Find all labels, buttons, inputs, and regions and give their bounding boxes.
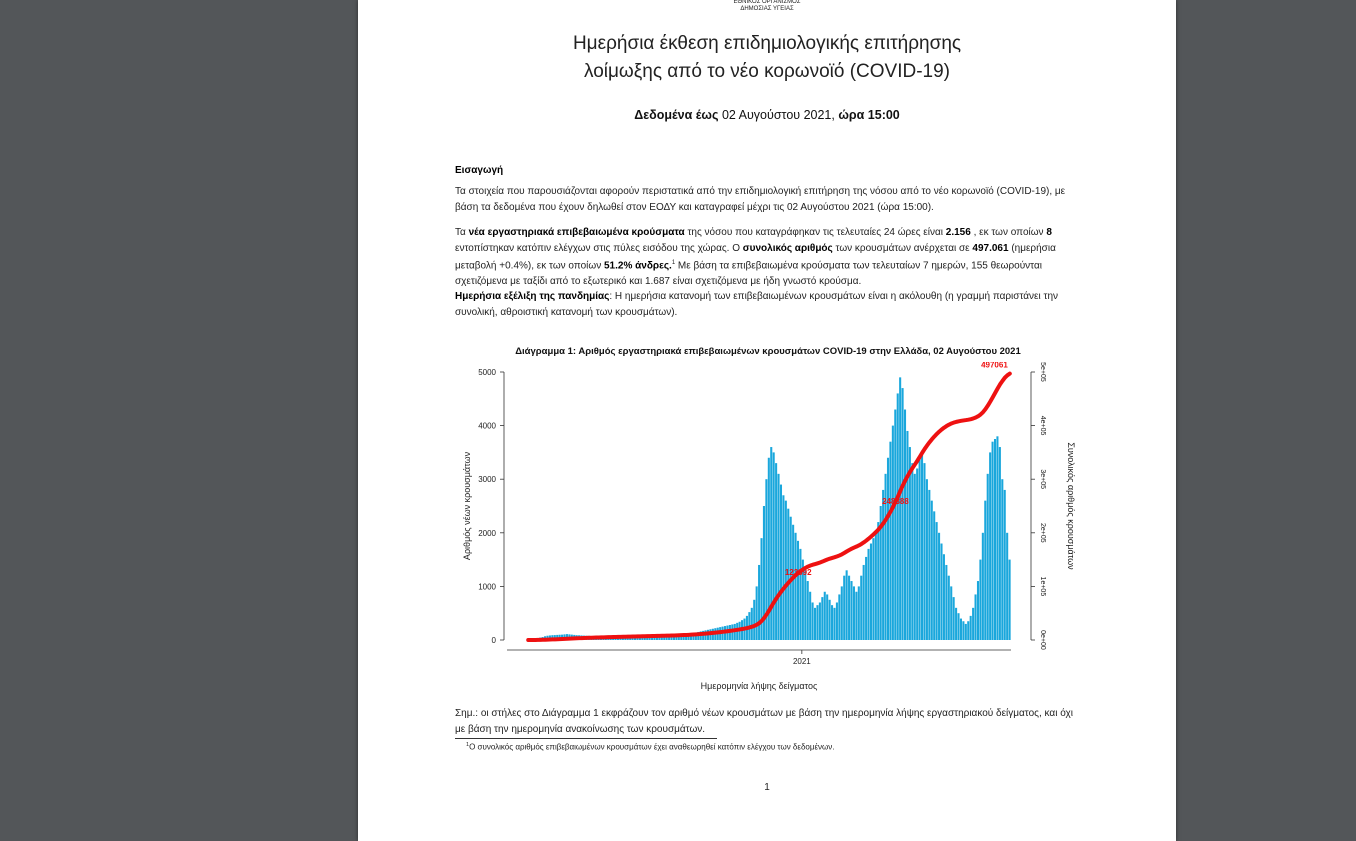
daily-bar (826, 594, 828, 640)
male-value: 51.2% άνδρες. (603, 260, 672, 272)
intro-paragraph: Τα στοιχεία που παρουσιάζονται αφορούν περιστατικά από την επιδημιολογική επιτήρηση της νόσου από το νέο κορωνοϊό (COVID-19), με βάση τα δεδομένα που έχουν δηλωθεί στον ΕΟΔΥ και καταγραφεί μέχρι τις 02 Αυγούστου 2021 (ώρα 15:00). (455, 186, 1066, 213)
daily-bar (865, 557, 867, 640)
daily-bar (972, 608, 974, 640)
daily-bar (962, 621, 964, 640)
cases-paragraph (455, 225, 1079, 320)
daily-bar (751, 608, 753, 640)
daily-bar (753, 600, 755, 640)
daily-bar (855, 592, 857, 640)
footnote-mark: 1 (466, 742, 470, 748)
daily-bar (860, 576, 862, 640)
chart-labels (785, 362, 1008, 577)
daily-bar (977, 581, 979, 640)
new-cases-label: νέα εργαστηριακά επιβεβαιωμένα κρούσματα (468, 227, 685, 238)
daily-bar (877, 522, 879, 640)
y-axis-label: Αριθμός νέων κρουσμάτων (462, 451, 472, 561)
cases-text-6: (ημερήσια μεταβολή +0.4%), εκ των οποίων (455, 242, 1056, 272)
daily-bar (955, 608, 957, 640)
daily-bar (984, 501, 986, 640)
daily-bar (819, 602, 821, 640)
y-tick-label: 2000 (478, 528, 496, 538)
y2-tick-label: 1e+05 (1039, 576, 1046, 597)
daily-bar (945, 565, 947, 640)
daily-bar (853, 586, 855, 640)
daily-bar (795, 533, 797, 640)
daily-bar (989, 452, 991, 640)
data-until (358, 108, 1176, 122)
daily-bar (999, 447, 1001, 640)
daily-bar (894, 410, 896, 640)
daily-bar (979, 560, 981, 640)
chart-bars (529, 377, 1010, 640)
daily-bar (897, 393, 899, 640)
daily-bar (994, 439, 996, 640)
daily-bar (943, 554, 945, 640)
daily-bar (892, 426, 894, 640)
daily-bar (953, 597, 955, 640)
daily-bar (863, 565, 865, 640)
data-until-time: ώρα 15:00 (838, 108, 900, 122)
daily-bar (948, 576, 950, 640)
daily-bar (778, 474, 780, 640)
daily-bar (824, 592, 826, 640)
daily-bar (780, 485, 782, 640)
cases-text-3: , εκ των οποίων (970, 227, 1047, 238)
daily-bar (1009, 560, 1011, 640)
cases-chart (458, 362, 1078, 697)
y2-tick-label: 3e+05 (1039, 469, 1046, 490)
daily-bar (812, 602, 814, 640)
cumulative-label: 497061 (981, 362, 1008, 370)
chart-note: Σημ.: οι στήλες στο Διάγραμμα 1 εκφράζουν τον αριθμό νέων κρουσμάτων με βάση την ημερομηνία λήψης εργαστηριακού δείγματος, και όχι με βάση την ημερομηνία ανακοίνωσης των κρουσμάτων. (455, 708, 1073, 735)
daily-bar (940, 544, 942, 640)
daily-bar (773, 452, 775, 640)
daily-bar (807, 581, 809, 640)
data-until-label: Δεδομένα έως (634, 108, 719, 122)
daily-bar (904, 410, 906, 640)
new-cases-value: 2.156 (945, 227, 971, 238)
y-tick-label: 1000 (478, 582, 496, 592)
daily-bar (797, 541, 799, 640)
daily-bar (950, 586, 952, 640)
daily-bar (996, 436, 998, 640)
org-name-line2: ΔΗΜΟΣΙΑΣ ΥΓΕΙΑΣ (740, 6, 794, 12)
daily-bar (872, 538, 874, 640)
daily-bar (914, 474, 916, 640)
org-name-line1: ΕΘΝΙΚΟΣ ΟΡΓΑΝΙΣΜΟΣ (733, 0, 801, 5)
y-tick-label: 0 (491, 636, 496, 645)
daily-bar (804, 570, 806, 640)
cumulative-label: 248388 (882, 496, 909, 506)
total-value: 497.061 (972, 242, 1009, 254)
x-axis-label: Ημερομηνία λήψης δείγματος (700, 681, 818, 691)
daily-bar (868, 549, 870, 640)
cases-text-4: εντοπίστηκαν κατόπιν ελέγχων στις πύλες εισόδου της χώρας. Ο (455, 242, 743, 254)
daily-bar (928, 490, 930, 640)
daily-bar (775, 463, 777, 640)
y-tick-label: 3000 (478, 475, 496, 485)
data-until-date: 02 Αυγούστου 2021, (718, 108, 839, 122)
daily-bar (758, 565, 760, 640)
daily-bar (836, 602, 838, 640)
daily-bar (923, 463, 925, 640)
daily-bar (850, 581, 852, 640)
daily-bar (833, 608, 835, 640)
daily-bar (875, 533, 877, 640)
footnote (466, 742, 835, 752)
daily-bar (982, 533, 984, 640)
daily-bar (970, 616, 972, 640)
daily-bar (967, 621, 969, 640)
cases-text-7: Με βάση τα επιβεβαιωμένα κρούσματα των τελευταίων 7 ημερών, 155 θεωρούνται σχετιζόμενα με ταξίδι από το εξωτερικό και 1.687 είναι σχετιζόμενα με ήδη γνωστό κρούσμα. (455, 260, 1042, 287)
cases-text-5: των κρουσμάτων ανέρχεται σε (832, 242, 973, 254)
daily-bar (975, 594, 977, 640)
total-label: συνολικός αριθμός (742, 242, 833, 254)
daily-bar (1006, 533, 1008, 640)
cumulative-label: 123892 (784, 568, 812, 578)
evolution-text: : Η ημερήσια κατανομή των επιβεβαιωμένων κρουσμάτων είναι η ακόλουθη (η γραμμή παριστάνει την συνολική, αθροιστική κατανομή των κρουσμάτων). (455, 291, 1059, 318)
daily-bar (902, 388, 904, 640)
footnote-text: Ο συνολικός αριθμός επιβεβαιωμένων κρουσμάτων έχει αναθεωρηθεί κατόπιν ελέγχου των δεδομένων. (469, 742, 835, 752)
daily-bar (816, 605, 818, 640)
daily-bar (848, 576, 850, 640)
footnote-ref[interactable]: 1 (671, 260, 676, 266)
daily-bar (882, 490, 884, 640)
page-number: 1 (764, 782, 770, 793)
daily-bar (960, 619, 962, 640)
daily-bar (899, 377, 901, 640)
daily-bar (992, 442, 994, 640)
daily-bar (756, 586, 758, 640)
report-title (358, 30, 1176, 86)
daily-bar (906, 431, 908, 640)
daily-bar (931, 501, 933, 640)
daily-bar (838, 594, 840, 640)
daily-bar (760, 538, 762, 640)
daily-bar (965, 624, 967, 640)
intro-heading (455, 163, 1079, 179)
daily-bar (957, 613, 959, 640)
y2-axis-label: Συνολικός αριθμός κρουσμάτων (1066, 442, 1076, 570)
daily-bar (841, 586, 843, 640)
y2-tick-label: 5e+05 (1039, 362, 1046, 382)
footnote-divider (455, 738, 717, 739)
y2-tick-label: 0e+00 (1039, 630, 1046, 650)
y2-tick-label: 4e+05 (1039, 415, 1046, 436)
daily-bar (933, 511, 935, 640)
daily-bar (829, 600, 831, 640)
daily-bar (1004, 490, 1006, 640)
evolution-label: Ημερήσια εξέλιξη της πανδημίας (455, 291, 610, 303)
chart-caption: Διάγραμμα 1: Αριθμός εργαστηριακά επιβεβαιωμένων κρουσμάτων COVID-19 στην Ελλάδα, 02 Αυγούστου 2021 (515, 346, 1021, 357)
daily-bar (926, 479, 928, 640)
daily-bar (889, 442, 891, 640)
daily-bar (858, 586, 860, 640)
border-cases-value: 8 (1046, 227, 1052, 238)
daily-bar (919, 458, 921, 640)
daily-bar (887, 458, 889, 640)
daily-bar (870, 544, 872, 640)
document-page (358, 0, 1176, 841)
cases-text-2: της νόσου που καταγράφηκαν τις τελευταίες 24 ώρες είναι (684, 227, 946, 238)
daily-bar (831, 605, 833, 640)
daily-bar (799, 549, 801, 640)
daily-bar (916, 468, 918, 640)
cases-text-1: Τα (455, 227, 469, 238)
daily-bar (936, 522, 938, 640)
daily-bar (938, 533, 940, 640)
report-title-line1: Ημερήσια έκθεση επιδημιολογικής επιτήρησης (572, 33, 962, 54)
daily-bar (814, 608, 816, 640)
daily-bar (911, 463, 913, 640)
x-tick-label: 2021 (792, 657, 811, 666)
y-tick-label: 5000 (478, 368, 496, 377)
daily-bar (843, 576, 845, 640)
y-tick-label: 4000 (478, 421, 496, 431)
report-title-line2: λοίμωξης από το νέο κορωνοϊό (COVID-19) (583, 61, 951, 82)
daily-bar (846, 570, 848, 640)
daily-bar (809, 592, 811, 640)
daily-bar (792, 525, 794, 640)
daily-bar (921, 452, 923, 640)
y2-tick-label: 2e+05 (1039, 522, 1046, 543)
daily-bar (1001, 479, 1003, 640)
intro-heading-text: Εισαγωγή (455, 165, 504, 176)
daily-bar (987, 474, 989, 640)
daily-bar (821, 597, 823, 640)
